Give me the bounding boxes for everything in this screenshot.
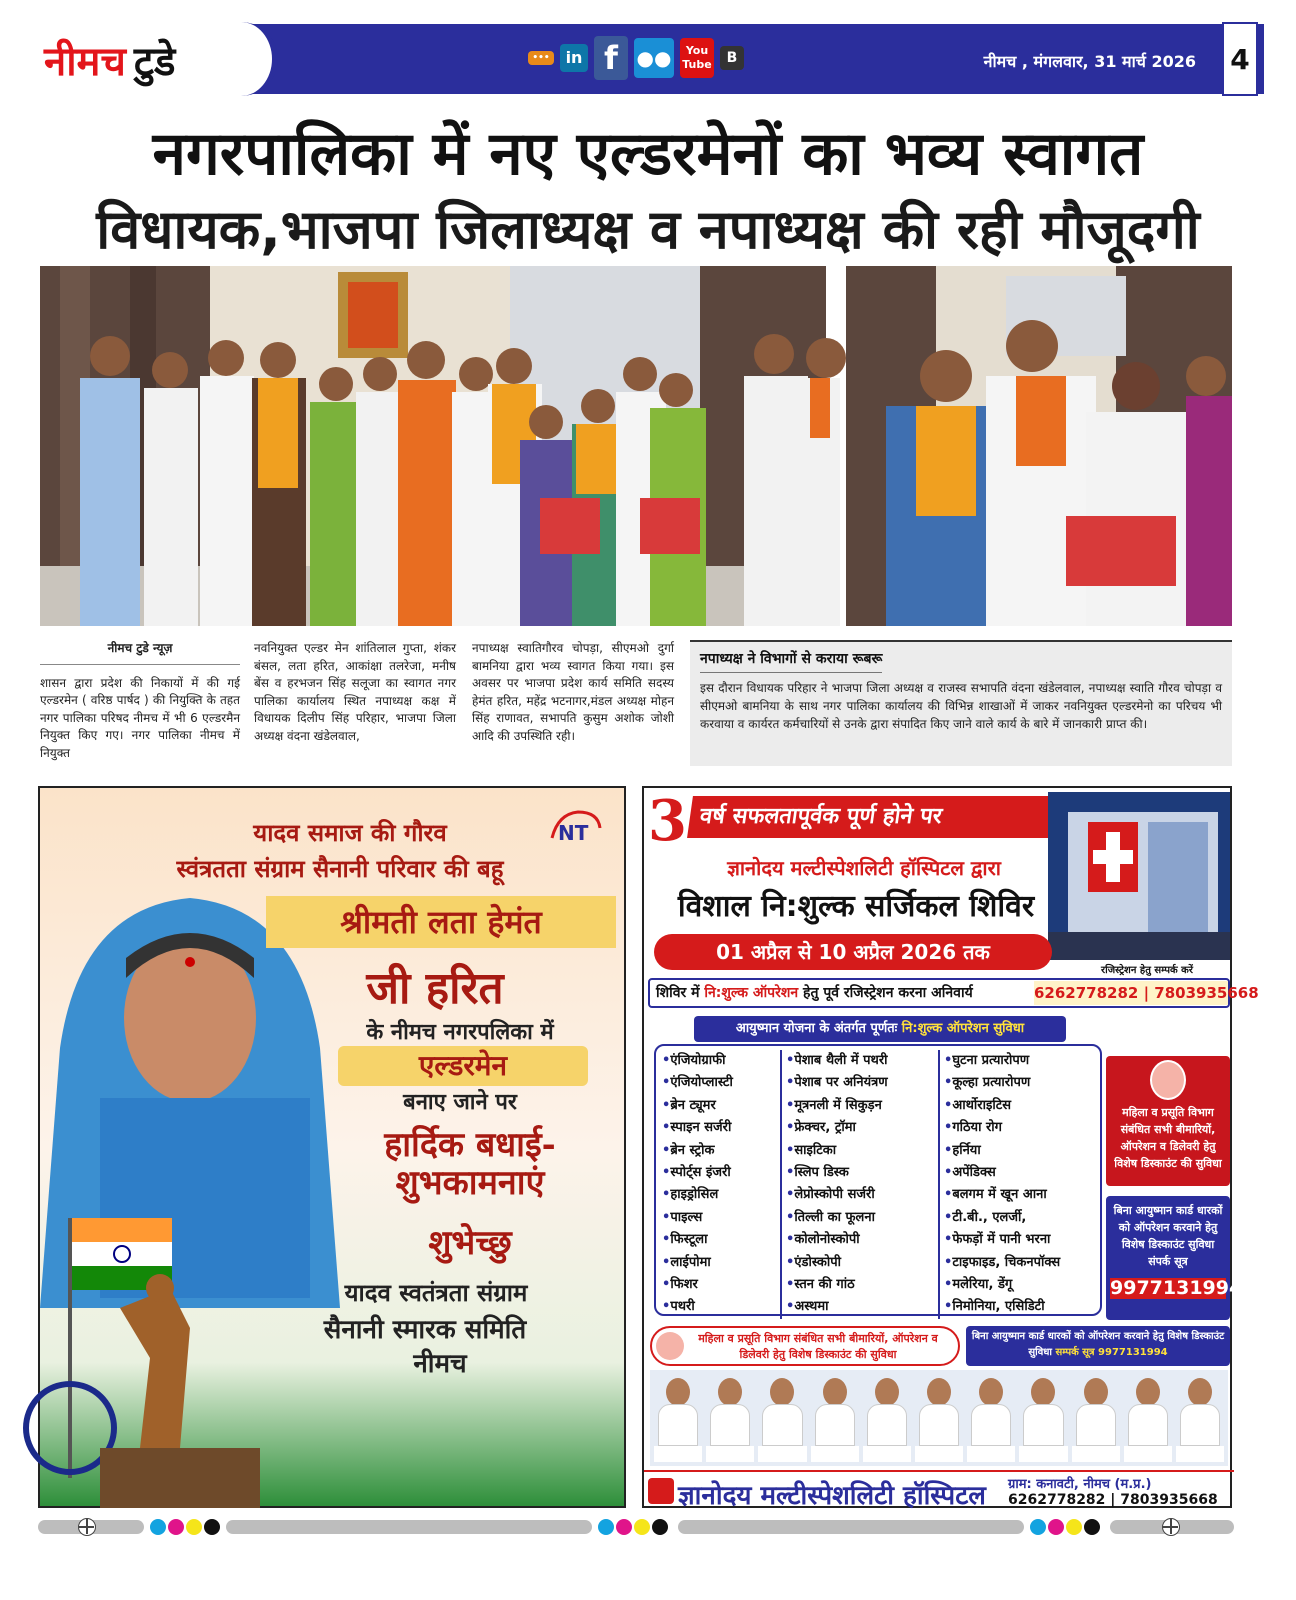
masthead [38, 22, 1258, 96]
greeting-advertisement [38, 786, 626, 1508]
black-dot [652, 1519, 668, 1535]
blogger-icon[interactable]: B [720, 46, 744, 70]
maternity-text: महिला व प्रसूति विभाग संबंधित सभी बीमारियों, ऑपरेशन व डिलेवरी हेतु विशेष डिस्काउंट की सुविधा [1114, 1106, 1222, 1170]
hospital-name: ज्ञानोदय मल्टीस्पेशलिटी हॉस्पिटल [678, 1481, 986, 1511]
treatment-item: • लाईपोमा [662, 1252, 774, 1274]
article-column-2: नवनियुक्त एल्डर मेन शांतिलाल गुप्ता, शंकर बंसल, लता हरित, आकांक्षा तलरेजा, मनीष बेंस व हरभजन सिंह सलूजा का स्वागत नगर पालिका कार्यालय स्थित नपाध्यक्ष कक्ष में विधायक दिलीप सिंह परिहार, भाजपा जिला अध्यक्ष वंदना खंडेलवाल, [254, 641, 456, 743]
black-dot [204, 1519, 220, 1535]
blog-icon[interactable]: ••• [528, 51, 554, 65]
ad-left-name2: जी हरित [366, 963, 504, 1014]
treatment-item: • फिस्टूला [662, 1229, 774, 1251]
registration-cross-icon [78, 1518, 96, 1536]
doctor-photo [967, 1374, 1015, 1462]
article-column-3: नपाध्यक्ष स्वातिगौरव चोपड़ा, सीएमओ दुर्गा बामनिया द्वारा भव्य स्वागत किया गया। इस अवसर पर भाजपा प्रदेश कार्य समिति सदस्य हेमंत हरित, महेंद्र भटनागर,मंडल अध्यक्ष मोहन सिंह राणावत, सभापति कुसुम अशोक जोशी आदि की उपस्थिति रही। [472, 641, 674, 743]
ad-left-line3: के नीमच नगरपलिका में [366, 1019, 554, 1045]
discount-text: बिना आयुष्मान कार्ड धारकों को ऑपरेशन करवाने हेतु विशेष डिस्काउंट सुविधा संपर्क सूत्र [1113, 1204, 1223, 1268]
hospital-building-image [1048, 792, 1230, 960]
doctor-photo [811, 1374, 859, 1462]
registration-label: रजिस्ट्रेशन हेतु सम्पर्क करें [1101, 965, 1193, 976]
cyan-dot [150, 1519, 166, 1535]
treatment-item: • गठिया रोग [944, 1117, 1102, 1139]
sub-headline: विधायक,भाजपा जिलाध्यक्ष व नपाध्यक्ष की रही मौजूदगी [96, 198, 1200, 261]
svg-text:NT: NT [558, 821, 589, 845]
hospital-phones: 6262778282 | 7803935668 [1008, 1492, 1218, 1508]
treatment-item: • अपेंडिक्स [944, 1162, 1102, 1184]
ad-right-title1: ज्ञानोदय मल्टीस्पेशलिटी हॉस्पिटल द्वारा [727, 856, 1001, 880]
discount-footer [966, 1326, 1230, 1366]
treatment-item: • निमोनिया, एसिडिटी [944, 1296, 1102, 1318]
magenta-dot [168, 1519, 184, 1535]
yellow-dot [1066, 1519, 1082, 1535]
ad-right-banner: वर्ष सफलतापूर्वक पूर्ण होने पर [687, 796, 1073, 838]
doctor-photo [758, 1374, 806, 1462]
treatment-item: • टी.बी., एलर्जी, [944, 1207, 1102, 1229]
doctor-photo [1072, 1374, 1120, 1462]
page-number: 4 [1222, 22, 1258, 96]
registration-cross-icon [1162, 1518, 1180, 1536]
ad-left-line8: शुभेच्छु [428, 1223, 512, 1263]
registration-bar [678, 1520, 1024, 1534]
discount-phone: 9977131994 [1110, 1277, 1243, 1299]
linkedin-icon[interactable]: in [560, 44, 588, 72]
treatment-item: • स्पाइन सर्जरी [662, 1117, 774, 1139]
reg-red: नि:शुल्क ऑपरेशन [704, 985, 799, 1001]
reg-pre: शिविर में [656, 985, 700, 1001]
treatment-item: • स्लिप डिस्क [786, 1162, 932, 1184]
maternity-footer [650, 1326, 960, 1366]
sidebar-text: इस दौरान विधायक परिहार ने भाजपा जिला अध्यक्ष व राजस्व सभापति वंदना खंडेलवाल, नपाध्यक्ष स्वाति गौरव चोपड़ा व सीएमओ बामनिया के साथ नगर पालिका कार्यालय की विभिन्न शाखाओं में जाकर नवनियुक्त एल्डरमेनो का परिचय भी करवाया व कार्यरत कर्मचारियों से उनके द्वारा संपादित किए जाने वाले कार्य के बारे में जानकारी प्राप्त की। [700, 681, 1222, 731]
cyan-dot [598, 1519, 614, 1535]
treatment-item: • मूत्रनली में सिकुड़न [786, 1095, 932, 1117]
welcome-photo [846, 266, 1232, 626]
treatment-item: • मलेरिया, डेंगू [944, 1274, 1102, 1296]
treatment-item: • फिशर [662, 1274, 774, 1296]
yellow-dot [186, 1519, 202, 1535]
hospital-advertisement [642, 786, 1259, 1511]
treatment-column-1 [662, 1050, 774, 1319]
ad-left-name1: श्रीमती लता हेमंत [266, 896, 616, 948]
ad-left-line6: हार्दिक बधाई- [384, 1125, 556, 1165]
ad-right-number: 3 [648, 788, 687, 854]
discount-box [1106, 1196, 1243, 1320]
treatment-item: • पेशाब थैली में पथरी [786, 1050, 932, 1072]
treatment-item: • एंडोस्कोपी [786, 1252, 932, 1274]
treatment-item: • पाइल्स [662, 1207, 774, 1229]
treatment-item: • ब्रेन ट्यूमर [662, 1095, 774, 1117]
doctor-photo [654, 1374, 702, 1462]
maternity-footer-icon [656, 1332, 684, 1360]
discount-footer-text: बिना आयुष्मान कार्ड धारकों को ऑपरेशन करवाने हेतु विशेष डिस्काउंट सुविधा [971, 1331, 1225, 1358]
ad-left-line10: सैनानी स्मारक समिति [323, 1315, 527, 1345]
treatment-list [654, 1044, 1102, 1316]
main-headline: नगरपालिका में नए एल्डरमेनों का भव्य स्वागत [152, 119, 1144, 189]
youtube-icon[interactable]: You Tube [680, 38, 714, 78]
magenta-dot [1048, 1519, 1064, 1535]
treatment-item: • आर्थोराइटिस [944, 1095, 1102, 1117]
ayush-yellow: नि:शुल्क ऑपरेशन सुविधा [901, 1021, 1025, 1036]
doctor-photo [1019, 1374, 1067, 1462]
treatment-item: • पथरी [662, 1296, 774, 1318]
maternity-box [1106, 1056, 1230, 1186]
sidebar-box [690, 640, 1232, 766]
ad-left-line7: शुभकामनाएं [395, 1163, 545, 1203]
treatment-item: • कोलोनोस्कोपी [786, 1229, 932, 1251]
treatment-item: • तिल्ली का फूलना [786, 1207, 932, 1229]
ad-left-line11: नीमच [413, 1349, 467, 1379]
treatment-item: • बलगम में खून आना [944, 1184, 1102, 1206]
treatment-item: • हर्निया [944, 1140, 1102, 1162]
treatment-item: • टाइफाइड, चिकनपॉक्स [944, 1252, 1102, 1274]
article-column-1 [40, 640, 240, 762]
hospital-footer [644, 1470, 1234, 1510]
ayush-pre: आयुष्मान योजना के अंतर्गत पूर्णतः [735, 1021, 898, 1036]
article-byline: नीमच टुडे न्यूज़ [40, 640, 240, 665]
ayushman-strip [694, 1016, 1066, 1042]
facebook-icon[interactable]: f [594, 36, 628, 80]
social-icons [528, 36, 744, 80]
treatment-item: • फेफड़ों में पानी भरना [944, 1229, 1102, 1251]
ad-left-line5: बनाए जाने पर [403, 1089, 517, 1115]
hospital-address: ग्राम: कनावटी, नीमच (म.प्र.) [1008, 1477, 1152, 1492]
ad-right-title2: विशाल नि:शुल्क सर्जिकल शिविर [677, 889, 1035, 924]
camp-dates: 01 अप्रैल से 10 अप्रैल 2026 तक [654, 934, 1052, 970]
doctor-photo [863, 1374, 911, 1462]
ad-left-line4: एल्डरमेन [338, 1046, 588, 1086]
logo-part1: नीमच [44, 38, 126, 85]
sidebar-heading: नपाध्यक्ष ने विभागों से कराया रूबरू [700, 649, 882, 673]
yellow-dot [634, 1519, 650, 1535]
treatment-item: • एंजियोग्राफी [662, 1050, 774, 1072]
ad-left-line2: स्वंत्रतता संग्राम सैनानी परिवार की बहू [176, 854, 504, 883]
treatment-item: • अस्थमा [786, 1296, 932, 1318]
article-text-1: शासन द्वारा प्रदेश की निकायों में की गई एल्डरमेन ( वरिष्ठ पार्षद ) की नियुक्ति के तहत नगर पालिका परिषद नीमच में भी 6 एल्डरमैन नियुक्त किए गए। नगर पालिका नीमच में नियुक्त [40, 675, 240, 760]
maternity-icon [1150, 1060, 1186, 1100]
treatment-item: • घुटना प्रत्यारोपण [944, 1050, 1102, 1072]
print-registration-strip [38, 1518, 1234, 1536]
doctor-photo [915, 1374, 963, 1462]
treatment-item: • लेप्रोस्कोपी सर्जरी [786, 1184, 932, 1206]
magenta-dot [616, 1519, 632, 1535]
discount-footer-contact: सम्पर्क सूत्र 9977131994 [1055, 1347, 1168, 1358]
issue-date: नीमच , मंगलवार, 31 मार्च 2026 [983, 52, 1196, 71]
group-icon[interactable]: ●● [634, 38, 674, 78]
group-photo [40, 266, 826, 626]
newspaper-mark-icon [548, 808, 604, 852]
hospital-logo-icon [648, 1478, 674, 1504]
treatment-item: • स्तन की गांठ [786, 1274, 932, 1296]
reg-post: हेतु पूर्व रजिस्ट्रेशन करना अनिवार्य [803, 985, 973, 1001]
ad-left-line1: यादव समाज की गौरव [253, 818, 447, 847]
black-dot [1084, 1519, 1100, 1535]
treatment-item: • पेशाब पर अनियंत्रण [786, 1072, 932, 1094]
treatment-column-2 [780, 1050, 932, 1319]
doctors-strip [650, 1370, 1228, 1466]
newspaper-logo[interactable] [38, 22, 278, 96]
treatment-column-3 [938, 1050, 1102, 1319]
registration-phones: 6262778282 | 7803935668 [1034, 981, 1228, 1005]
doctor-photo [1124, 1374, 1172, 1462]
treatment-item: • कूल्हा प्रत्यारोपण [944, 1072, 1102, 1094]
doctor-photo [1176, 1374, 1224, 1462]
treatment-item: • साइटिका [786, 1140, 932, 1162]
treatment-item: • स्पोर्ट्स इंजरी [662, 1162, 774, 1184]
treatment-item: • एंजियोप्लास्टी [662, 1072, 774, 1094]
treatment-item: • फ्रेक्चर, ट्रॉमा [786, 1117, 932, 1139]
cyan-dot [1030, 1519, 1046, 1535]
doctor-photo [706, 1374, 754, 1462]
logo-part2: टुडे [133, 38, 176, 85]
registration-bar [226, 1520, 592, 1534]
maternity-footer-text: महिला व प्रसूति विभाग संबंधित सभी बीमारियों, ऑपरेशन व डिलेवरी हेतु विशेष डिस्काउंट की सुविधा [698, 1332, 938, 1361]
treatment-item: • ब्रेन स्ट्रोक [662, 1140, 774, 1162]
treatment-item: • हाइड्रोसिल [662, 1184, 774, 1206]
ad-left-line9: यादव स्वतंत्रता संग्राम [344, 1278, 528, 1307]
